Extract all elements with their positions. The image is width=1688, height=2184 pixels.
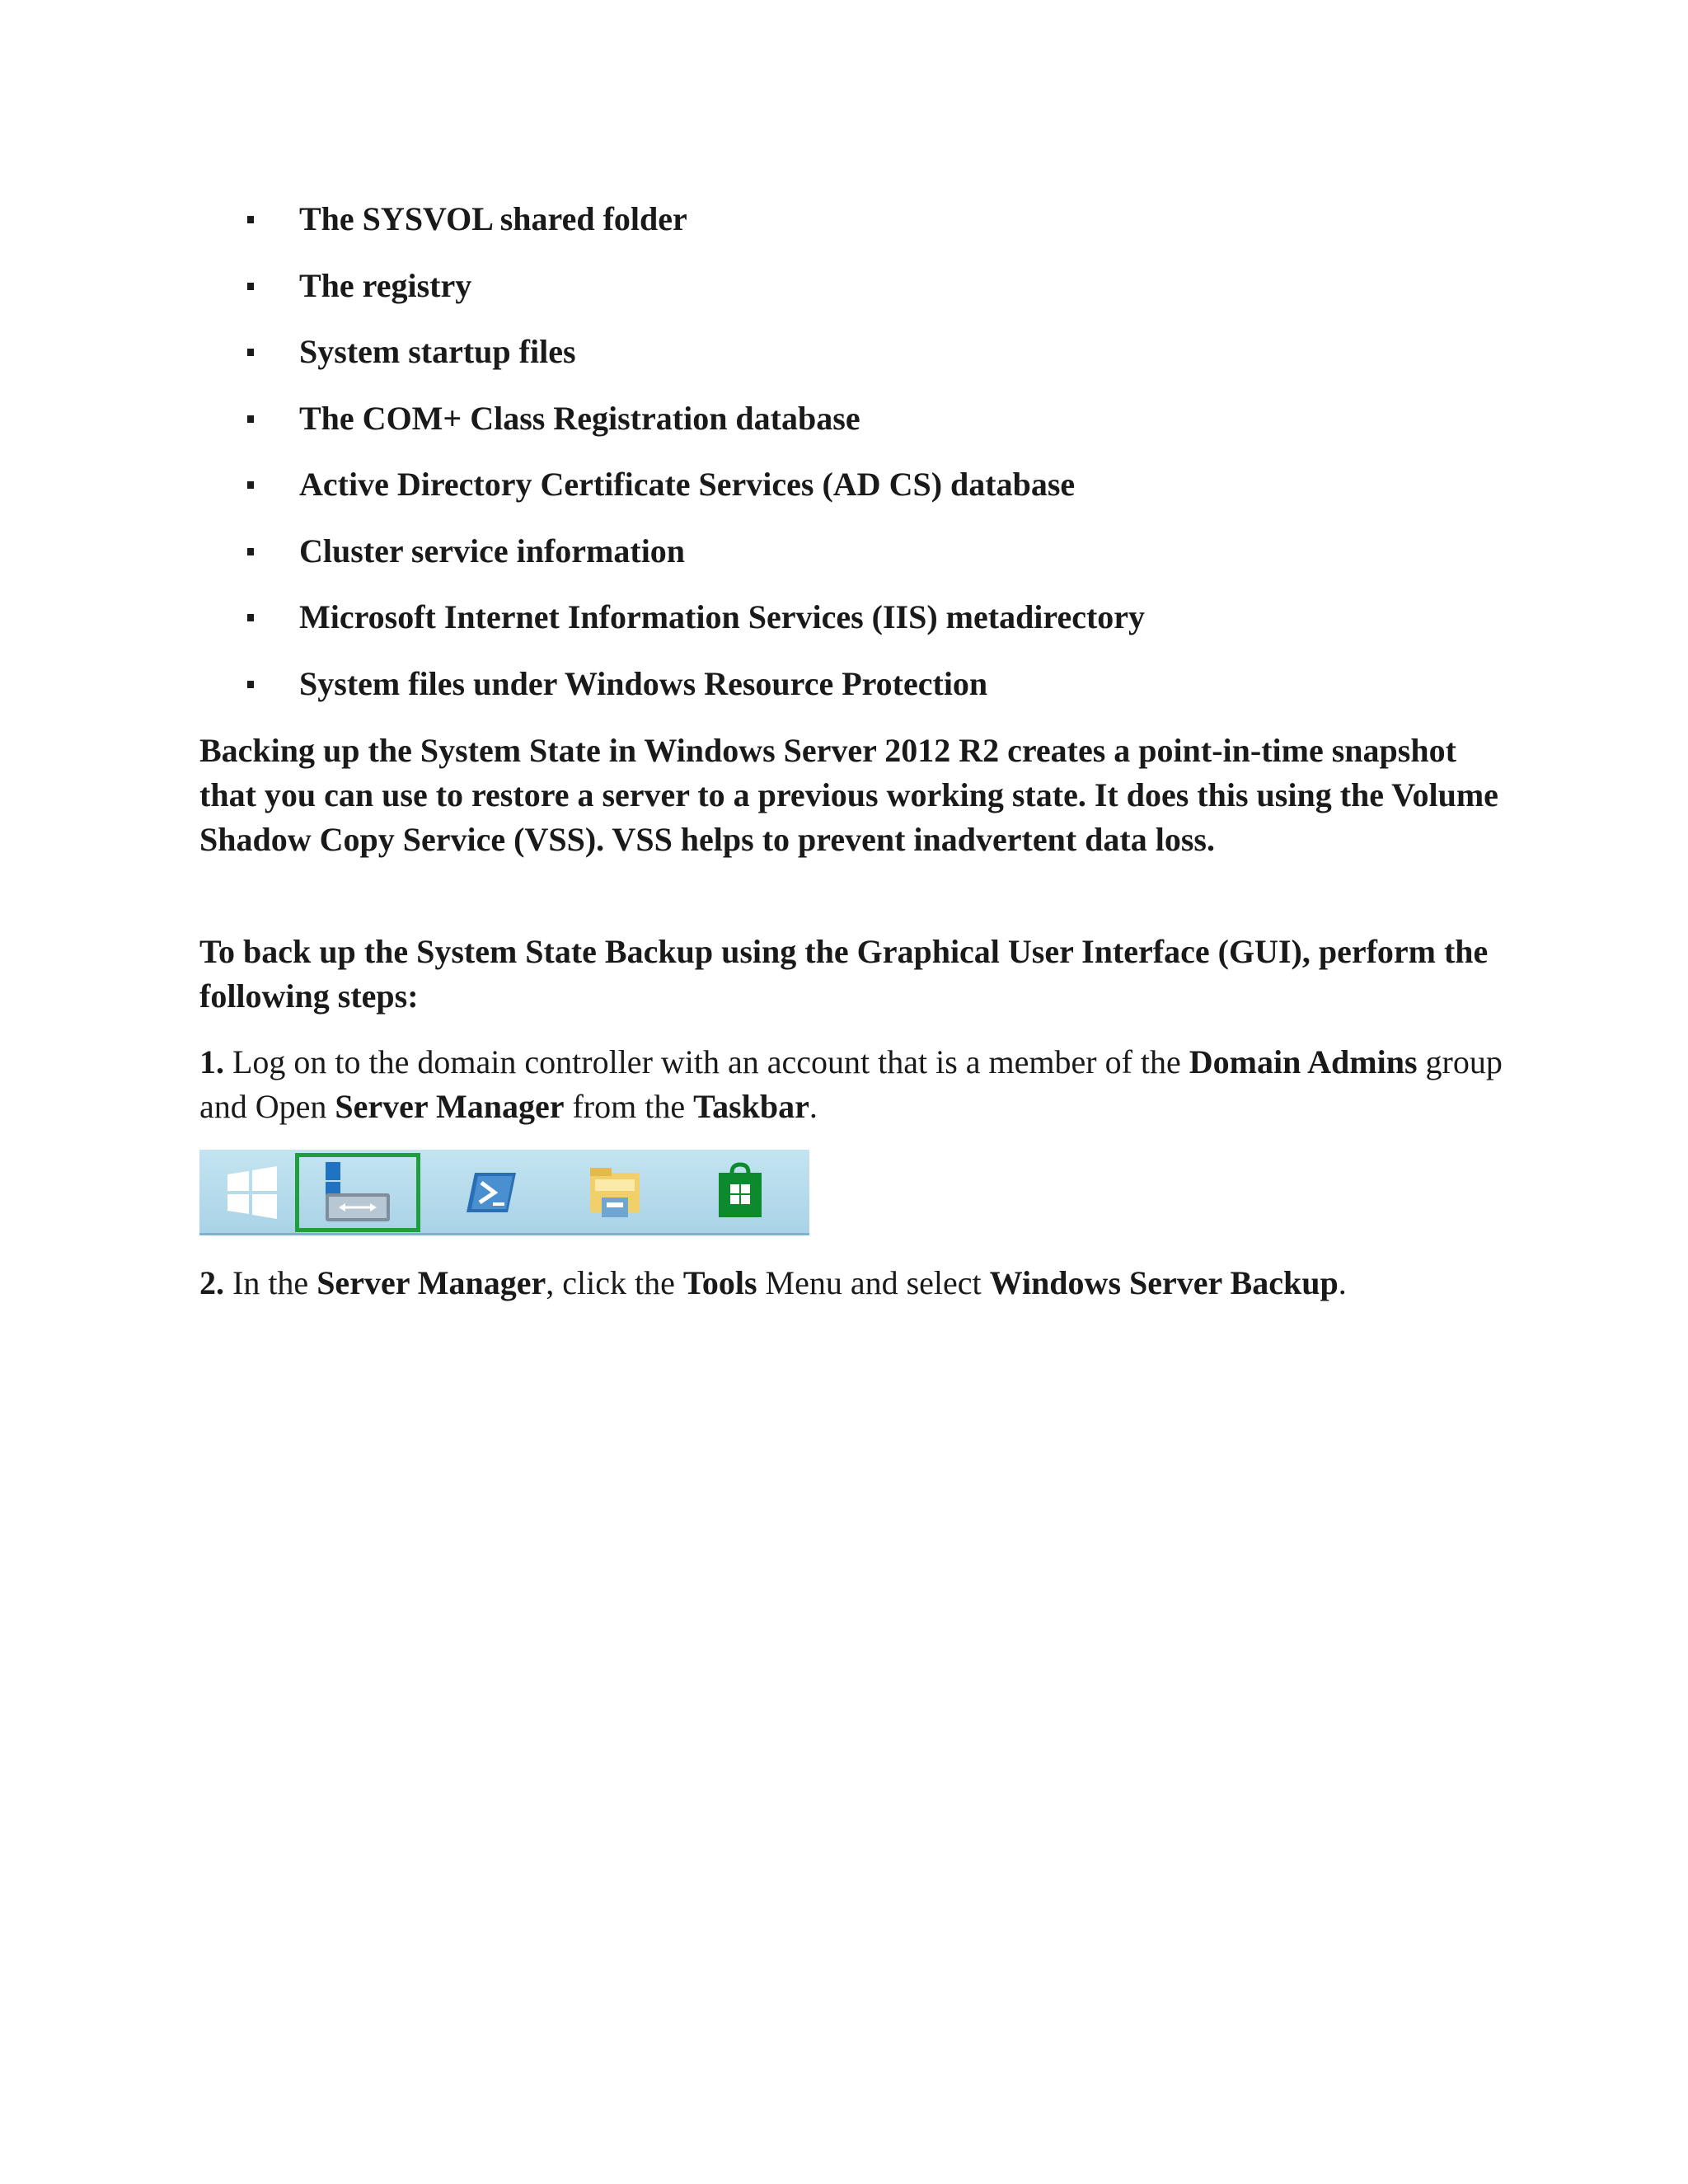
list-item: The COM+ Class Registration database bbox=[247, 394, 1145, 461]
list-item: The SYSVOL shared folder bbox=[247, 194, 1145, 261]
gui-steps-intro-paragraph: To back up the System State Backup using the Graphical User Interface (GUI), perform the following steps: bbox=[199, 933, 1489, 1015]
windows-start-icon[interactable] bbox=[216, 1156, 288, 1229]
server-manager-term: Server Manager bbox=[335, 1088, 565, 1125]
list-item: Microsoft Internet Information Services (IIS) metadirectory bbox=[247, 593, 1145, 659]
bullet-marker bbox=[247, 216, 254, 223]
list-item: Active Directory Certificate Services (AD CS) database bbox=[247, 460, 1145, 527]
step-1: 1. Log on to the domain controller with an account that is a member of the Domain Admins group and Open Server Manager from the Taskbar. bbox=[199, 1043, 1503, 1125]
list-item: Cluster service information bbox=[247, 527, 1145, 593]
list-item: System files under Windows Resource Protection bbox=[247, 659, 1145, 726]
server-manager-icon[interactable] bbox=[295, 1153, 420, 1232]
windows-server-backup-term: Windows Server Backup bbox=[989, 1264, 1339, 1301]
powershell-icon[interactable] bbox=[457, 1156, 529, 1229]
taskbar-screenshot bbox=[199, 1150, 809, 1235]
system-state-components-list bbox=[247, 194, 1145, 725]
list-item: System startup files bbox=[247, 327, 1145, 394]
bullet-marker bbox=[247, 614, 254, 621]
server-manager-term: Server Manager bbox=[316, 1264, 546, 1301]
list-item: The registry bbox=[247, 261, 1145, 328]
backing-description-paragraph: Backing up the System State in Windows Server 2012 R2 creates a point-in-time snapshot that you can use to restore a server to a previous working state. It does this using the Volume Shadow Copy Service (VSS). VSS helps to prevent inadvertent data loss. bbox=[199, 732, 1498, 858]
taskbar-term: Taskbar bbox=[693, 1088, 809, 1125]
file-explorer-icon[interactable] bbox=[579, 1156, 651, 1229]
step-number: 1. bbox=[199, 1043, 224, 1080]
bullet-marker bbox=[247, 415, 254, 423]
step-2: 2. In the Server Manager, click the Tools Menu and select Windows Server Backup. bbox=[199, 1264, 1347, 1301]
tools-menu-term: Tools bbox=[682, 1264, 757, 1301]
bullet-marker bbox=[247, 548, 254, 555]
bullet-marker bbox=[247, 283, 254, 290]
domain-admins-term: Domain Admins bbox=[1189, 1043, 1418, 1080]
windows-store-icon[interactable] bbox=[704, 1156, 776, 1229]
bullet-marker bbox=[247, 349, 254, 356]
bullet-marker bbox=[247, 681, 254, 688]
bullet-marker bbox=[247, 481, 254, 489]
step-number: 2. bbox=[199, 1264, 224, 1301]
